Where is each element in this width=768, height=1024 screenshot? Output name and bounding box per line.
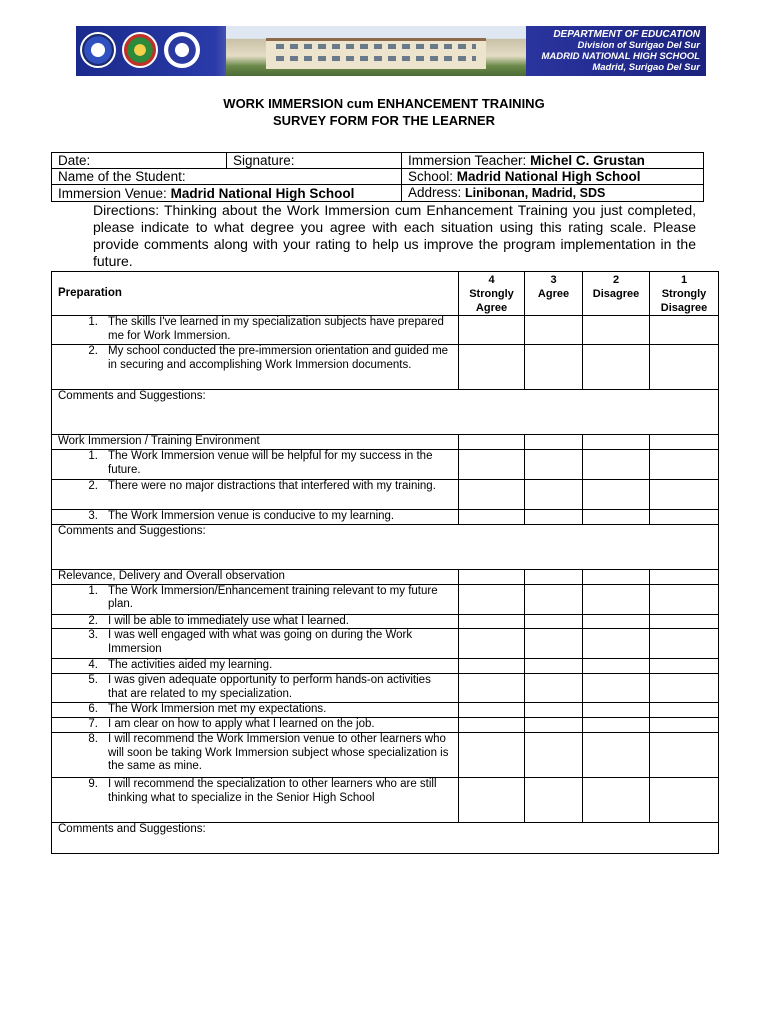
rating-cell-1[interactable] (650, 778, 719, 823)
rating-cell-4[interactable] (459, 345, 525, 390)
rating-cell-2[interactable] (583, 345, 650, 390)
rating-cell-2[interactable] (583, 718, 650, 733)
rating-cell-1[interactable] (650, 674, 719, 703)
address-field (402, 185, 704, 202)
rating-cell-2[interactable] (583, 614, 650, 629)
item-text: I was given adequate opportunity to perform hands-on activities that are related to my specialization. (108, 674, 431, 700)
comments-row (52, 524, 719, 569)
signature-field[interactable] (227, 153, 402, 169)
survey-item (52, 703, 459, 718)
rating-cell-1[interactable] (650, 718, 719, 733)
date-field[interactable] (52, 153, 227, 169)
section-title: Relevance, Delivery and Overall observation (52, 569, 459, 584)
rating-cell-4[interactable] (459, 659, 525, 674)
rating-cell-3[interactable] (525, 510, 583, 525)
rating-cell-4[interactable] (459, 614, 525, 629)
survey-item-row (52, 703, 719, 718)
item-number: 2. (88, 345, 98, 357)
date-label: Date: (58, 153, 91, 168)
comments-row (52, 390, 719, 435)
info-table (51, 152, 704, 202)
rating-cell-2[interactable] (583, 659, 650, 674)
rating-cell-2[interactable] (583, 584, 650, 614)
rating-cell-4[interactable] (459, 480, 525, 510)
item-number: 9. (88, 778, 98, 790)
section-title: Work Immersion / Training Environment (52, 435, 459, 450)
rating-cell-3[interactable] (525, 778, 583, 823)
rating-cell-4[interactable] (459, 674, 525, 703)
survey-item-row (52, 659, 719, 674)
scale-2-header: 2 Disagree (583, 272, 650, 316)
rating-cell-2[interactable] (583, 674, 650, 703)
comments-row (52, 823, 719, 854)
survey-item-row (52, 614, 719, 629)
item-number: 4. (88, 659, 98, 671)
item-number: 3. (88, 510, 98, 522)
survey-item (52, 778, 459, 823)
survey-item (52, 718, 459, 733)
survey-item-row (52, 584, 719, 614)
school-label: School: (408, 169, 454, 184)
rating-cell-1[interactable] (650, 614, 719, 629)
rating-cell-4[interactable] (459, 584, 525, 614)
survey-item-row (52, 733, 719, 778)
survey-item (52, 450, 459, 480)
rating-cell-3[interactable] (525, 450, 583, 480)
rating-cell-1[interactable] (650, 703, 719, 718)
rating-cell-2[interactable] (583, 733, 650, 778)
deped-seal-logo (80, 32, 116, 68)
item-text: The activities aided my learning. (108, 659, 273, 671)
rating-cell-3[interactable] (525, 629, 583, 659)
rating-cell-1[interactable] (650, 316, 719, 345)
item-text: The Work Immersion/Enhancement training relevant to my future plan. (108, 584, 438, 610)
venue-label: Immersion Venue: (58, 185, 167, 201)
teacher-label: Immersion Teacher: (408, 153, 527, 168)
rating-cell (583, 435, 650, 450)
survey-table (51, 271, 719, 854)
item-number: 8. (88, 733, 98, 745)
directions-text: Directions: Thinking about the Work Immersion cum Enhancement Training you just completed, please indicate to what degree you agree with each situation using this rating scale. Please provide comments along with your rating to help us improve the program implementation in the future. (93, 202, 696, 269)
rating-cell-4[interactable] (459, 450, 525, 480)
rating-cell (650, 435, 719, 450)
school-field (402, 169, 704, 185)
item-number: 6. (88, 703, 98, 715)
teacher-value: Michel C. Grustan (530, 153, 645, 168)
rating-cell-2[interactable] (583, 778, 650, 823)
rating-cell-3[interactable] (525, 718, 583, 733)
rating-cell (525, 569, 583, 584)
item-number: 1. (88, 584, 98, 597)
item-text: I will be able to immediately use what I learned. (108, 614, 349, 627)
rating-cell (525, 435, 583, 450)
rating-cell-4[interactable] (459, 316, 525, 345)
item-number: 2. (88, 614, 98, 627)
rating-cell-2[interactable] (583, 450, 650, 480)
survey-item (52, 316, 459, 345)
item-number: 5. (88, 674, 98, 686)
survey-item (52, 629, 459, 659)
rating-cell-1[interactable] (650, 345, 719, 390)
banner-text (541, 29, 700, 73)
rating-cell-1[interactable] (650, 733, 719, 778)
venue-field (52, 185, 402, 202)
section-title-row (52, 435, 719, 450)
item-number: 2. (88, 480, 98, 492)
survey-item (52, 674, 459, 703)
survey-item (52, 510, 459, 525)
address-label: Address: (408, 185, 462, 200)
rating-cell-3[interactable] (525, 659, 583, 674)
survey-item (52, 614, 459, 629)
rating-cell-1[interactable] (650, 480, 719, 510)
scale-4-header: 4 Strongly Agree (459, 272, 525, 316)
rating-cell-4[interactable] (459, 733, 525, 778)
item-text: The Work Immersion venue will be helpful for my success in the future. (108, 450, 433, 476)
rating-cell (459, 569, 525, 584)
rating-cell-2[interactable] (583, 510, 650, 525)
teacher-field (402, 153, 704, 169)
rating-cell-2[interactable] (583, 703, 650, 718)
rating-cell-2[interactable] (583, 316, 650, 345)
rating-cell-4[interactable] (459, 703, 525, 718)
survey-item (52, 345, 459, 390)
school-location: Madrid, Surigao Del Sur (592, 62, 700, 73)
survey-item (52, 733, 459, 778)
form-title: WORK IMMERSION cum ENHANCEMENT TRAINING (223, 96, 545, 111)
rating-cell-3[interactable] (525, 316, 583, 345)
survey-item-row (52, 718, 719, 733)
comments-field[interactable]: Comments and Suggestions: (52, 823, 719, 854)
rating-cell-3[interactable] (525, 345, 583, 390)
survey-item-row (52, 629, 719, 659)
header-banner (76, 26, 706, 76)
item-text: The Work Immersion venue is conducive to my learning. (108, 510, 395, 522)
rating-cell-3[interactable] (525, 584, 583, 614)
item-text: My school conducted the pre-immersion orientation and guided me in securing and accomplishing Work Immersion documents. (108, 345, 449, 371)
rating-cell (583, 569, 650, 584)
item-text: The skills I've learned in my specialization subjects have prepared me for Work Immersion. (108, 316, 444, 342)
rating-cell-3[interactable] (525, 703, 583, 718)
rating-cell-3[interactable] (525, 733, 583, 778)
school-value: Madrid National High School (456, 169, 641, 184)
rating-cell-4[interactable] (459, 510, 525, 525)
scale-1-header: 1 Strongly Disagree (650, 272, 719, 316)
survey-item-row (52, 316, 719, 345)
comments-field[interactable]: Comments and Suggestions: (52, 390, 719, 435)
rating-cell-1[interactable] (650, 510, 719, 525)
survey-header-row (52, 272, 719, 316)
section-title-preparation: Preparation (52, 272, 459, 316)
item-text: I will recommend the specialization to other learners who are still thinking what to specialize in the Senior High School (108, 778, 437, 804)
item-number: 1. (88, 316, 98, 328)
rating-cell (459, 435, 525, 450)
item-text: I was well engaged with what was going on during the Work Immersion (108, 629, 413, 655)
survey-item (52, 480, 459, 510)
survey-item-row (52, 778, 719, 823)
department-name: DEPARTMENT OF EDUCATION (553, 29, 700, 40)
school-building-photo (226, 26, 526, 76)
rating-cell-2[interactable] (583, 480, 650, 510)
rating-cell-4[interactable] (459, 629, 525, 659)
section-title-row (52, 569, 719, 584)
division-seal-logo (122, 32, 158, 68)
item-text: I am clear on how to apply what I learned on the job. (108, 718, 375, 730)
item-text: The Work Immersion met my expectations. (108, 703, 327, 715)
rating-cell-1[interactable] (650, 450, 719, 480)
scale-3-header: 3 Agree (525, 272, 583, 316)
survey-item-row (52, 450, 719, 480)
school-name: MADRID NATIONAL HIGH SCHOOL (541, 51, 700, 62)
division-name: Division of Surigao Del Sur (577, 40, 700, 51)
item-number: 3. (88, 629, 98, 641)
survey-item-row (52, 480, 719, 510)
item-text: There were no major distractions that interfered with my training. (108, 480, 436, 492)
survey-item-row (52, 510, 719, 525)
item-text: I will recommend the Work Immersion venue to other learners who will soon be taking Work Immersion subject whose specialization is the same as mine. (108, 733, 449, 772)
rating-cell-2[interactable] (583, 629, 650, 659)
student-label: Name of the Student: (58, 169, 186, 184)
signature-label: Signature: (233, 153, 295, 168)
item-number: 7. (88, 718, 98, 730)
survey-item-row (52, 345, 719, 390)
address-value: Linibonan, Madrid, SDS (465, 186, 606, 200)
survey-item-row (52, 674, 719, 703)
student-name-field[interactable] (52, 169, 402, 185)
rating-cell-3[interactable] (525, 614, 583, 629)
form-subtitle: SURVEY FORM FOR THE LEARNER (273, 113, 495, 128)
rating-cell-1[interactable] (650, 629, 719, 659)
rating-cell-3[interactable] (525, 674, 583, 703)
rating-cell-4[interactable] (459, 718, 525, 733)
rating-cell (650, 569, 719, 584)
item-number: 1. (88, 450, 98, 462)
survey-item (52, 659, 459, 674)
rating-cell-4[interactable] (459, 778, 525, 823)
comments-field[interactable]: Comments and Suggestions: (52, 524, 719, 569)
rating-cell-1[interactable] (650, 659, 719, 674)
venue-value: Madrid National High School (170, 185, 355, 201)
rating-cell-3[interactable] (525, 480, 583, 510)
school-seal-logo (164, 32, 200, 68)
rating-cell-1[interactable] (650, 584, 719, 614)
survey-item (52, 584, 459, 614)
